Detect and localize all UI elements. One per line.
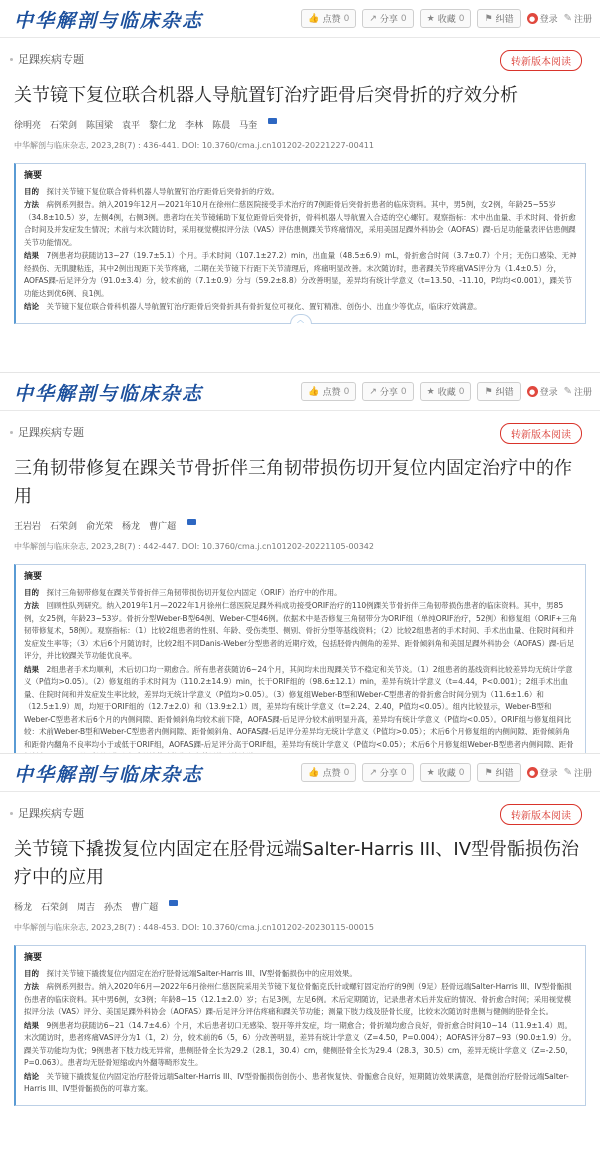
errata-button-label: 纠错 [495,769,514,779]
abstract-section-text: 探讨关节镜下复位联合骨科机器人导航置钉治疗距骨后突骨折的疗效。 [46,186,279,196]
article-title[interactable]: 关节镜下复位联合机器人导航置钉治疗距骨后突骨折的疗效分析 [14,85,518,106]
abstract-paragraph [24,664,577,764]
like-button-label: 点赞 [322,388,341,398]
edit-icon: ✎ [563,767,572,778]
flag-icon: ⚑ [484,386,493,397]
section-row [0,792,600,832]
article-panel [0,753,600,1167]
errata-button-label: 纠错 [495,15,514,25]
errata-button[interactable] [477,763,520,782]
author-name[interactable]: 石荣剑 [41,903,69,913]
bullet-dot-icon [10,812,13,815]
author-name[interactable]: 徐明亮 [14,121,42,131]
share-button-count: 0 [400,13,407,24]
site-header [0,373,600,411]
share-button[interactable] [362,763,413,782]
login-link[interactable] [527,12,558,25]
section-row [0,38,600,78]
abstract-heading: 摘要 [24,572,43,582]
collapse-chevron-icon[interactable]: ︿ [290,314,312,324]
abstract-paragraph [24,587,577,600]
share-button-label: 分享 [379,769,398,779]
login-label: 登录 [539,15,558,25]
favorite-button-count: 0 [458,767,465,778]
author-list [0,110,600,131]
register-link[interactable] [564,385,592,398]
journal-logo[interactable]: 中华解剖与临床杂志 [14,10,204,32]
abstract-section-text: 病例系列报告。纳入2019年12月—2021年10月在徐州仁慈医院接受手术治疗的7例距骨后突骨折患者的临床资料。其中，男5例，女2例，年龄25~55岁（34.8±10.5）岁，左侧4例，右侧3例。患者均在关节镜辅助下复位距骨后突骨折，骨科机器人导航置入合适的空心螺钉。观察指标：术中出血量、手术时间、骨折愈合时间及并发症发生情况；术前与末次随访时，采用视觉模拟评分法（VAS）评估患侧踝关节疼痛情况，采用美国足踝外科协会（AOFAS）踝-后足功能量表评估患侧踝关节功能情况。 [24,200,576,247]
login-label: 登录 [539,769,558,779]
new-version-button[interactable]: 转新版本阅读 [500,804,582,825]
abstract-heading: 摘要 [24,953,43,963]
abstract-section-label: 结果 [24,664,39,674]
author-name[interactable]: 陈国梁 [86,121,114,131]
email-icon[interactable] [169,900,178,906]
share-button[interactable] [362,9,413,28]
bullet-dot-icon [10,431,13,434]
author-name[interactable]: 黎仁龙 [149,121,177,131]
abstract-paragraph [24,199,577,249]
citation: 中华解剖与临床杂志, 2023,28(7) : 436-441. DOI: 10.3760/cma.j.cn101202-20221227-00411 [14,141,374,150]
abstract-box [14,945,586,1106]
abstract-section-label: 方法 [24,601,39,610]
author-name[interactable]: 俞光荣 [86,522,114,532]
login-link[interactable] [527,766,558,779]
author-list [0,892,600,913]
abstract-section-text: 回顾性队列研究。纳入2019年1月—2022年1月徐州仁慈医院足踝外科成功接受ORIF治疗的110例踝关节骨折伴三角韧带损伤患者的临床资料。其中，男85例，女25例，年龄23~53岁。骨折分型Weber-B型64例、Weber-C型46例。依据术中是否修复三角韧带分为ORIF组（单纯ORIF治疗，52例）和修复组（ORIF+三角韧带修复术，58例）。观察指标：（1）比较2组患者的性别、年龄、受伤类型、侧别、骨折分型等基线资料；（2）比较2组患者的手术时间、手术出血量、住院时间和并发症发生率等；（3）术后6个月随访时，比较2组不同Danis-Weber分型患者的近期疗效，包括胫骨内侧角的差异、距骨倾斜角和美国足踝外科协会（AOFAS）踝-后足评分，并比较踝关节功能优良率。 [24,601,577,660]
author-name[interactable]: 杨龙 [122,522,141,532]
register-label: 注册 [573,388,592,398]
site-header [0,754,600,792]
abstract-section-label: 结果 [24,251,39,260]
site-header [0,0,600,38]
toolbar [301,382,592,401]
abstract-section-text: 病例系列报告。纳入2020年6月—2022年6月徐州仁慈医院采用关节镜下复位骨骺克氏针或螺钉固定治疗的9例（9足）胫骨远端Salter-Harris III、IV型骨骺损伤患者的临床资料。其中男6例，女3例；年龄8~15（12.1±2.0）岁；右足3例，左足6例。术后定期随访，记录患者术后并发症的情况、骨折愈合时间；采用视觉模拟评分法（VAS）评分、美国足踝外科协会（AOFAS）踝-后足评分评估疼痛和踝关节功能；测量下肢力线及胫骨长度，比较末次随访时患侧与健侧的胫骨全长。 [24,982,572,1016]
favorite-button-label: 收藏 [437,15,456,25]
share-icon: ↗ [369,767,377,778]
abstract-section-label: 结论 [24,302,39,311]
favorite-button-label: 收藏 [437,769,456,779]
author-name[interactable]: 王岩岩 [14,522,42,532]
flag-icon: ⚑ [484,13,493,24]
email-icon[interactable] [187,519,196,525]
errata-button[interactable] [477,382,520,401]
abstract-heading: 摘要 [24,171,43,181]
share-icon: ↗ [369,13,377,24]
share-button-label: 分享 [379,388,398,398]
author-name[interactable]: 孙杰 [104,903,123,913]
user-icon: ● [527,13,538,24]
star-icon: ★ [426,386,435,397]
errata-button[interactable] [477,9,520,28]
favorite-button-count: 0 [458,386,465,397]
abstract-section-text: 7例患者均获随访13~27（19.7±5.1）个月。手术时间（107.1±27.2）min，出血量（48.5±6.9）mL，骨折愈合时间（3.7±0.7）个月；无伤口感染、无神经损伤、无肌腱粘连，其中2例出现距下关节疼痛，二期在关节镜下行距下关节清理后，疼痛明显改善。末次随访时，患者踝关节疼痛VAS评分为（1.4±0.5）分，AOFAS踝-后足评分为（91.0±3.4）分，较术前的（7.1±0.9）分与（59.2±8.8）分改善明显，差异均有统计学意义（t=13.50、-11.10，P均均<0.001），踝关节功能达到优6例、良1例。 [24,251,577,298]
citation: 中华解剖与临床杂志, 2023,28(7) : 442-447. DOI: 10.3760/cma.j.cn101202-20221105-00342 [14,542,374,551]
edit-icon: ✎ [563,386,572,397]
email-icon[interactable] [268,118,277,124]
like-button-label: 点赞 [322,769,341,779]
thumbs-up-icon: 👍 [308,13,320,24]
like-button-count: 0 [343,767,350,778]
user-icon: ● [527,386,538,397]
article-title[interactable]: 关节镜下撬拨复位内固定在胫骨远端Salter-Harris III、IV型骨骺损伤治疗中的应用 [14,839,580,888]
register-label: 注册 [573,15,592,25]
thumbs-up-icon: 👍 [308,386,320,397]
edit-icon: ✎ [563,13,572,24]
section-label[interactable]: 足踝疾病专题 [18,53,84,66]
favorite-button-label: 收藏 [437,388,456,398]
abstract-section-label: 目的 [24,968,39,978]
author-list [0,511,600,532]
favorite-button[interactable] [420,382,472,401]
abstract-section-label: 方法 [24,200,39,209]
favorite-button[interactable] [420,763,472,782]
abstract-section-text: 探讨三角韧带修复在踝关节骨折伴三角韧带损伤切开复位内固定（ORIF）治疗中的作用。 [46,587,342,597]
abstract-section-text: 探讨关节镜下撬拨复位内固定在治疗胫骨远端Salter-Harris III、IV型骨骺损伤中的应用效果。 [46,968,357,978]
author-name[interactable]: 李林 [185,121,204,131]
abstract-paragraph [24,968,577,981]
author-name[interactable]: 袁平 [122,121,141,131]
like-button-count: 0 [343,13,350,24]
like-button-label: 点赞 [322,15,341,25]
abstract-paragraph [24,186,577,199]
author-name[interactable]: 曹广超 [149,522,177,532]
favorite-button-count: 0 [458,13,465,24]
toolbar [301,763,592,782]
author-name[interactable]: 马奎 [239,121,258,131]
share-button-count: 0 [400,767,407,778]
citation: 中华解剖与临床杂志, 2023,28(7) : 448-453. DOI: 10.3760/cma.j.cn101202-20230115-00015 [14,923,374,932]
star-icon: ★ [426,13,435,24]
article-panel [0,0,600,368]
errata-button-label: 纠错 [495,388,514,398]
section-label[interactable]: 足踝疾病专题 [18,426,84,439]
new-version-button[interactable]: 转新版本阅读 [500,50,582,71]
user-icon: ● [527,767,538,778]
abstract-paragraph [24,1071,577,1096]
thumbs-up-icon: 👍 [308,767,320,778]
abstract-paragraph [24,301,577,314]
abstract-section-text: 9例患者均获随访6~21（14.7±4.6）个月，术后患者切口无感染、裂开等并发症，均一期愈合；骨折端均愈合良好，骨折愈合时间10~14（11.9±1.4）周。末次随访时，患者疼痛VAS评分为1（1，2）分，较术前的6（5，6）分改善明显，差异有统计学意义（Z=4.50，P=0.004）；AOFAS评分87~93（90.0±1.9）分。踝关节功能均为优；9例患者下肢力线无异常，患侧胫骨全长为29.2（28.1，30.4）cm，健侧胫骨全长为29.4（28.3，30.5）cm，差异无统计学意义（Z=-2.50，P=0.063）。患者均无胫骨短缩或内外翻等畸形发生。 [24,1020,577,1067]
author-name[interactable]: 曹广超 [131,903,159,913]
toolbar [301,9,592,28]
like-button-count: 0 [343,386,350,397]
new-version-button[interactable]: 转新版本阅读 [500,423,582,444]
like-button[interactable] [301,382,356,401]
login-label: 登录 [539,388,558,398]
author-name[interactable]: 杨龙 [14,903,33,913]
abstract-section-label: 目的 [24,186,39,196]
abstract-section-label: 结果 [24,1020,39,1030]
author-name[interactable]: 陈晨 [212,121,231,131]
share-icon: ↗ [369,386,377,397]
abstract-section-label: 结论 [24,1071,39,1081]
abstract-box [14,564,586,774]
favorite-button[interactable] [420,9,472,28]
share-button[interactable] [362,382,413,401]
register-label: 注册 [573,769,592,779]
abstract-section-text: 关节镜下撬拨复位内固定治疗胫骨远端Salter-Harris III、IV型骨骺损伤创伤小、患者恢复快、骨骺愈合良好，短期随访效果满意，是微创治疗胫骨远端Salter-Harris III、IV型骨骺损伤的可靠方案。 [24,1071,569,1093]
abstract-section-text: 关节镜下复位联合骨科机器人导航置钉治疗距骨后突骨折具有骨折复位可视化、置钉精准、创伤小、出血少等优点，临床疗效满意。 [46,302,482,311]
abstract-paragraph [24,981,577,1019]
register-link[interactable] [564,766,592,779]
journal-logo[interactable]: 中华解剖与临床杂志 [14,764,204,786]
journal-logo[interactable]: 中华解剖与临床杂志 [14,383,204,405]
flag-icon: ⚑ [484,767,493,778]
author-name[interactable]: 周吉 [77,903,96,913]
bullet-dot-icon [10,58,13,61]
like-button[interactable] [301,763,356,782]
register-link[interactable] [564,12,592,25]
article-title[interactable]: 三角韧带修复在踝关节骨折伴三角韧带损伤切开复位内固定治疗中的作用 [14,458,572,507]
abstract-section-text: 2组患者手术均顺利，术后切口均一期愈合。所有患者获随访6~24个月，其间均未出现踝关节不稳定和关节炎。（1）2组患者的基线资料比较差异均无统计学意义（P值均>0.05）。（2）修复组的手术时间为（110.2±14.9）min，长于ORIF组的（98.6±12.1）min，差异有统计学意义（t=4.44，P<0.001）；2组手术出血量、住院时间和并发症发生率比较，差异均无统计学意义（P值均>0.05）。（3）修复组Weber-B型和Weber-C型患者的骨折愈合时间分别为（11.6±1.6）和（12.5±1.9）周，均短于ORIF组的（12.7±2.0）和（13.9±2.1）周，差异均有统计学意义（t=2.24、2.40，P值均<0.05）。组内比较显示，Weber-B型和Weber-C型患者术后6个月的内侧间隙、距骨倾斜角均较术前下降，AOFAS踝-后足评分较术前明显升高，差异均有统计学意义（P值均<0.05）。ORIF组与修复组间比较：术前Weber-B型和Weber-C型患者内侧间隙、距骨倾斜角、AOFAS踝-后足评分差异均无统计学意义（P值均>0.05）；术后6个月修复组的内侧间隙、距骨倾斜角和距骨内翻角不良率均小于或低于ORIF组，AOFAS踝-后足评分高于ORIF组，差异均有统计学意义（P值均<0.05）；术后6个月修复组Weber-B型患者内侧间隙、距骨 [24,664,574,749]
share-button-count: 0 [400,386,407,397]
abstract-section-label: 方法 [24,982,39,991]
section-label[interactable]: 足踝疾病专题 [18,807,84,820]
section-row [0,411,600,451]
article-panel [0,372,600,750]
abstract-box [14,163,586,324]
abstract-section-label: 目的 [24,587,39,597]
abstract-paragraph [24,600,577,663]
author-name[interactable]: 石荣剑 [50,121,78,131]
share-button-label: 分享 [379,15,398,25]
author-name[interactable]: 石荣剑 [50,522,78,532]
star-icon: ★ [426,767,435,778]
login-link[interactable] [527,385,558,398]
abstract-paragraph [24,250,577,300]
abstract-paragraph [24,1020,577,1070]
like-button[interactable] [301,9,356,28]
